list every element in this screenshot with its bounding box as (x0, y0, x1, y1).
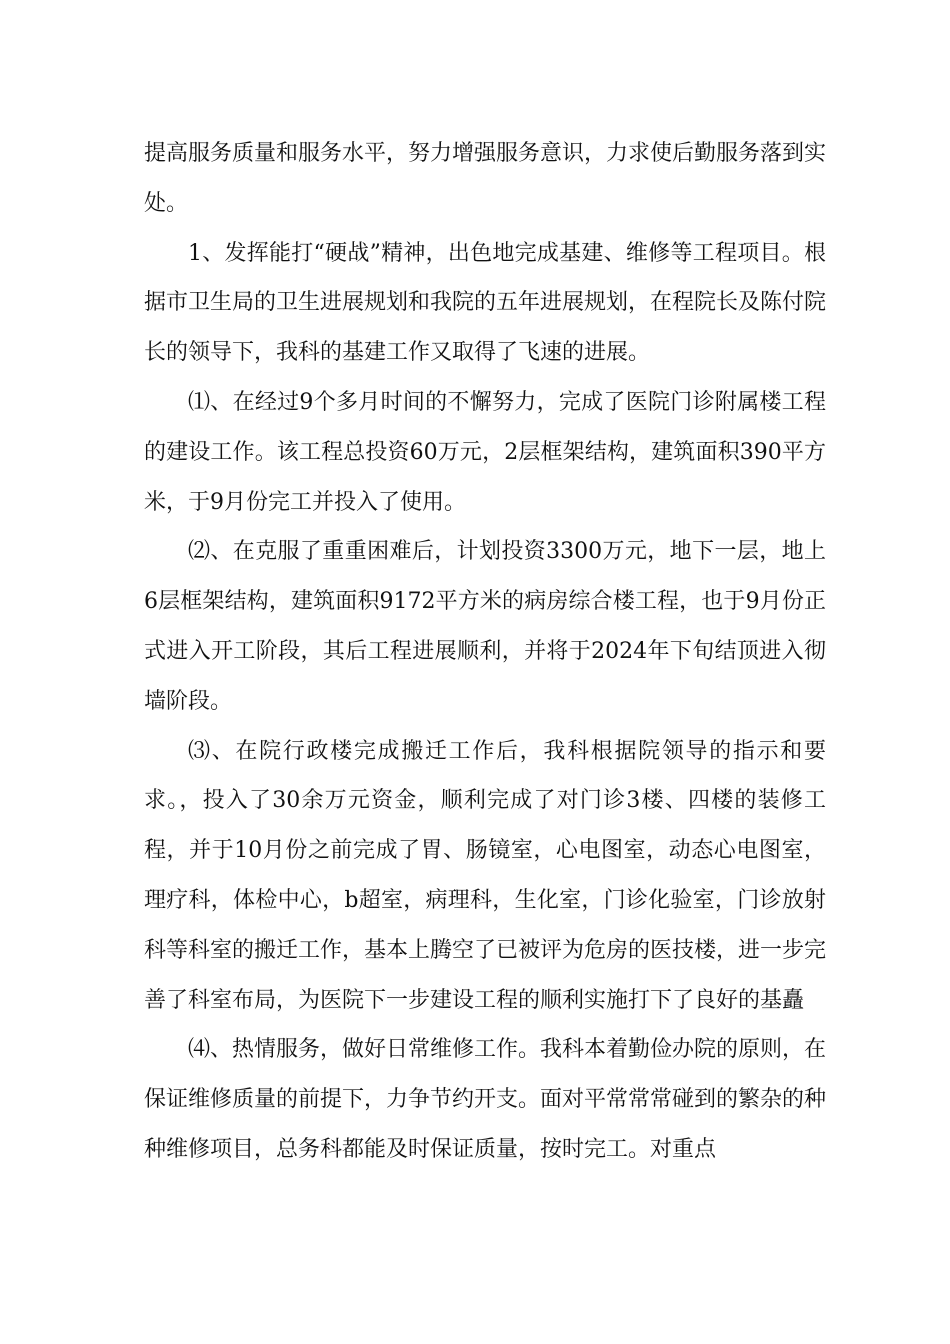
paragraph-3: ⑴、在经过9个多月时间的不懈努力，完成了医院门诊附属楼工程的建设工作。该工程总投资60万元，2层框架结构，建筑面积390平方米，于9月份完工并投入了使用。 (144, 389, 826, 515)
paragraph-6: ⑷、热情服务，做好日常维修工作。我科本着勤俭办院的原则，在保证维修质量的前提下，力争节约开支。面对平常常常碰到的繁杂的种种维修项目，总务科都能及时保证质量，按时完工。对重点 (144, 1037, 827, 1162)
paragraph-2: 1、发挥能打“硬战”精神，出色地完成基建、维修等工程项目。根据市卫生局的卫生进展规划和我院的五年进展规划，在程院长及陈付院长的领导下，我科的基建工作又取得了飞速的进展。 (144, 240, 827, 366)
paragraph-1: 提高服务质量和服务水平，努力增强服务意识，力求使后勤服务落到实处。 (144, 141, 827, 216)
paragraph-4: ⑵、在克服了重重困难后，计划投资3300万元，地下一层，地上6层框架结构，建筑面积9172平方米的病房综合楼工程，也于9月份正式进入开工阶段，其后工程进展顺利，并将于2024年下旬结顶进入彻墙阶段。 (144, 539, 826, 714)
document-page (144, 129, 826, 1175)
paragraph-5: ⑶、在院行政楼完成搬迁工作后，我科根据院领导的指示和要求。，投入了30余万元资金，顺利完成了对门诊3楼、四楼的装修工程，并于10月份之前完成了胃、肠镜室，心电图室，动态心电图室，理疗科，体检中心，b超室，病理科，生化室，门诊化验室，门诊放射科等科室的搬迁工作，基本上腾空了已被评为危房的医技楼，进一步完善了科室布局，为医院下一步建设工程的顺利实施打下了良好的基矗 (144, 738, 827, 1013)
